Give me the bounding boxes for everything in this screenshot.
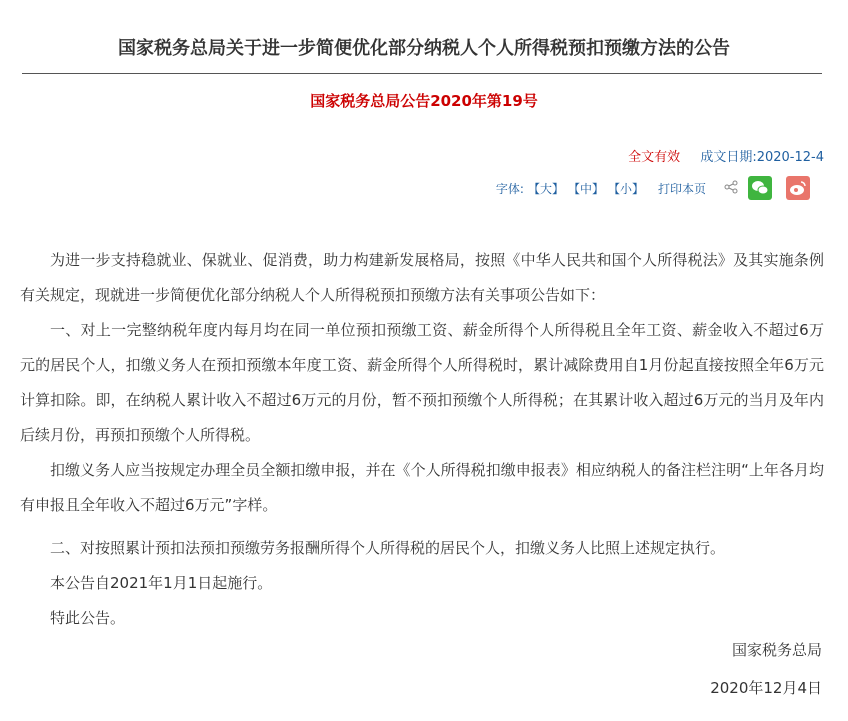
meta-info <box>628 146 824 165</box>
paragraph: 一、对上一完整纳税年度内每月均在同一单位预扣预缴工资、薪金所得个人所得税且全年工资、薪金收入不超过6万元的居民个人，扣缴义务人在预扣预缴本年度工资、薪金所得个人所得税时，累计减除费用自1月份起直接按照全年6万元计算扣除。即，在纳税人累计收入不超过6万元的月份，暂不预扣预缴个人所得税；在其累计收入超过6万元的当月及年内后续月份，再预扣预缴个人所得税。 <box>20 321 824 444</box>
paragraph: 二、对按照累计预扣法预扣预缴劳务报酬所得个人所得税的居民个人，扣缴义务人比照上述规定执行。 <box>50 539 726 557</box>
document-date: 成文日期:2020-12-4 <box>700 150 824 165</box>
signature-date: 2020年12月4日 <box>710 679 822 697</box>
toolbar <box>496 176 814 200</box>
share-icon[interactable] <box>724 180 738 197</box>
weibo-icon[interactable] <box>786 176 810 200</box>
paragraph: 为进一步支持稳就业、保就业、促消费，助力构建新发展格局，按照《中华人民共和国个人所得税法》及其实施条例有关规定，现就进一步简便优化部分纳税人个人所得税预扣预缴方法有关事项公告如下： <box>20 251 824 304</box>
validity-status: 全文有效 <box>628 150 681 165</box>
font-small-button[interactable]: 【小】 <box>607 181 644 196</box>
font-size-label: 字体: <box>495 181 524 196</box>
font-medium-button[interactable]: 【中】 <box>567 181 604 196</box>
print-button[interactable]: 打印本页 <box>657 181 706 196</box>
divider <box>22 73 822 74</box>
font-large-button[interactable]: 【大】 <box>527 181 564 196</box>
paragraph: 扣缴义务人应当按规定办理全员全额扣缴申报，并在《个人所得税扣缴申报表》相应纳税人的备注栏注明“上年各月均有申报且全年收入不超过6万元”字样。 <box>20 461 824 514</box>
signature-org: 国家税务总局 <box>731 641 822 659</box>
page-title: 国家税务总局关于进一步简便优化部分纳税人个人所得税预扣预缴方法的公告 <box>118 38 730 59</box>
article-body <box>20 243 824 636</box>
document-number: 国家税务总局公告2020年第19号 <box>310 92 538 110</box>
paragraph: 特此公告。 <box>50 609 126 627</box>
paragraph: 本公告自2021年1月1日起施行。 <box>50 574 273 592</box>
wechat-icon[interactable] <box>748 176 772 200</box>
